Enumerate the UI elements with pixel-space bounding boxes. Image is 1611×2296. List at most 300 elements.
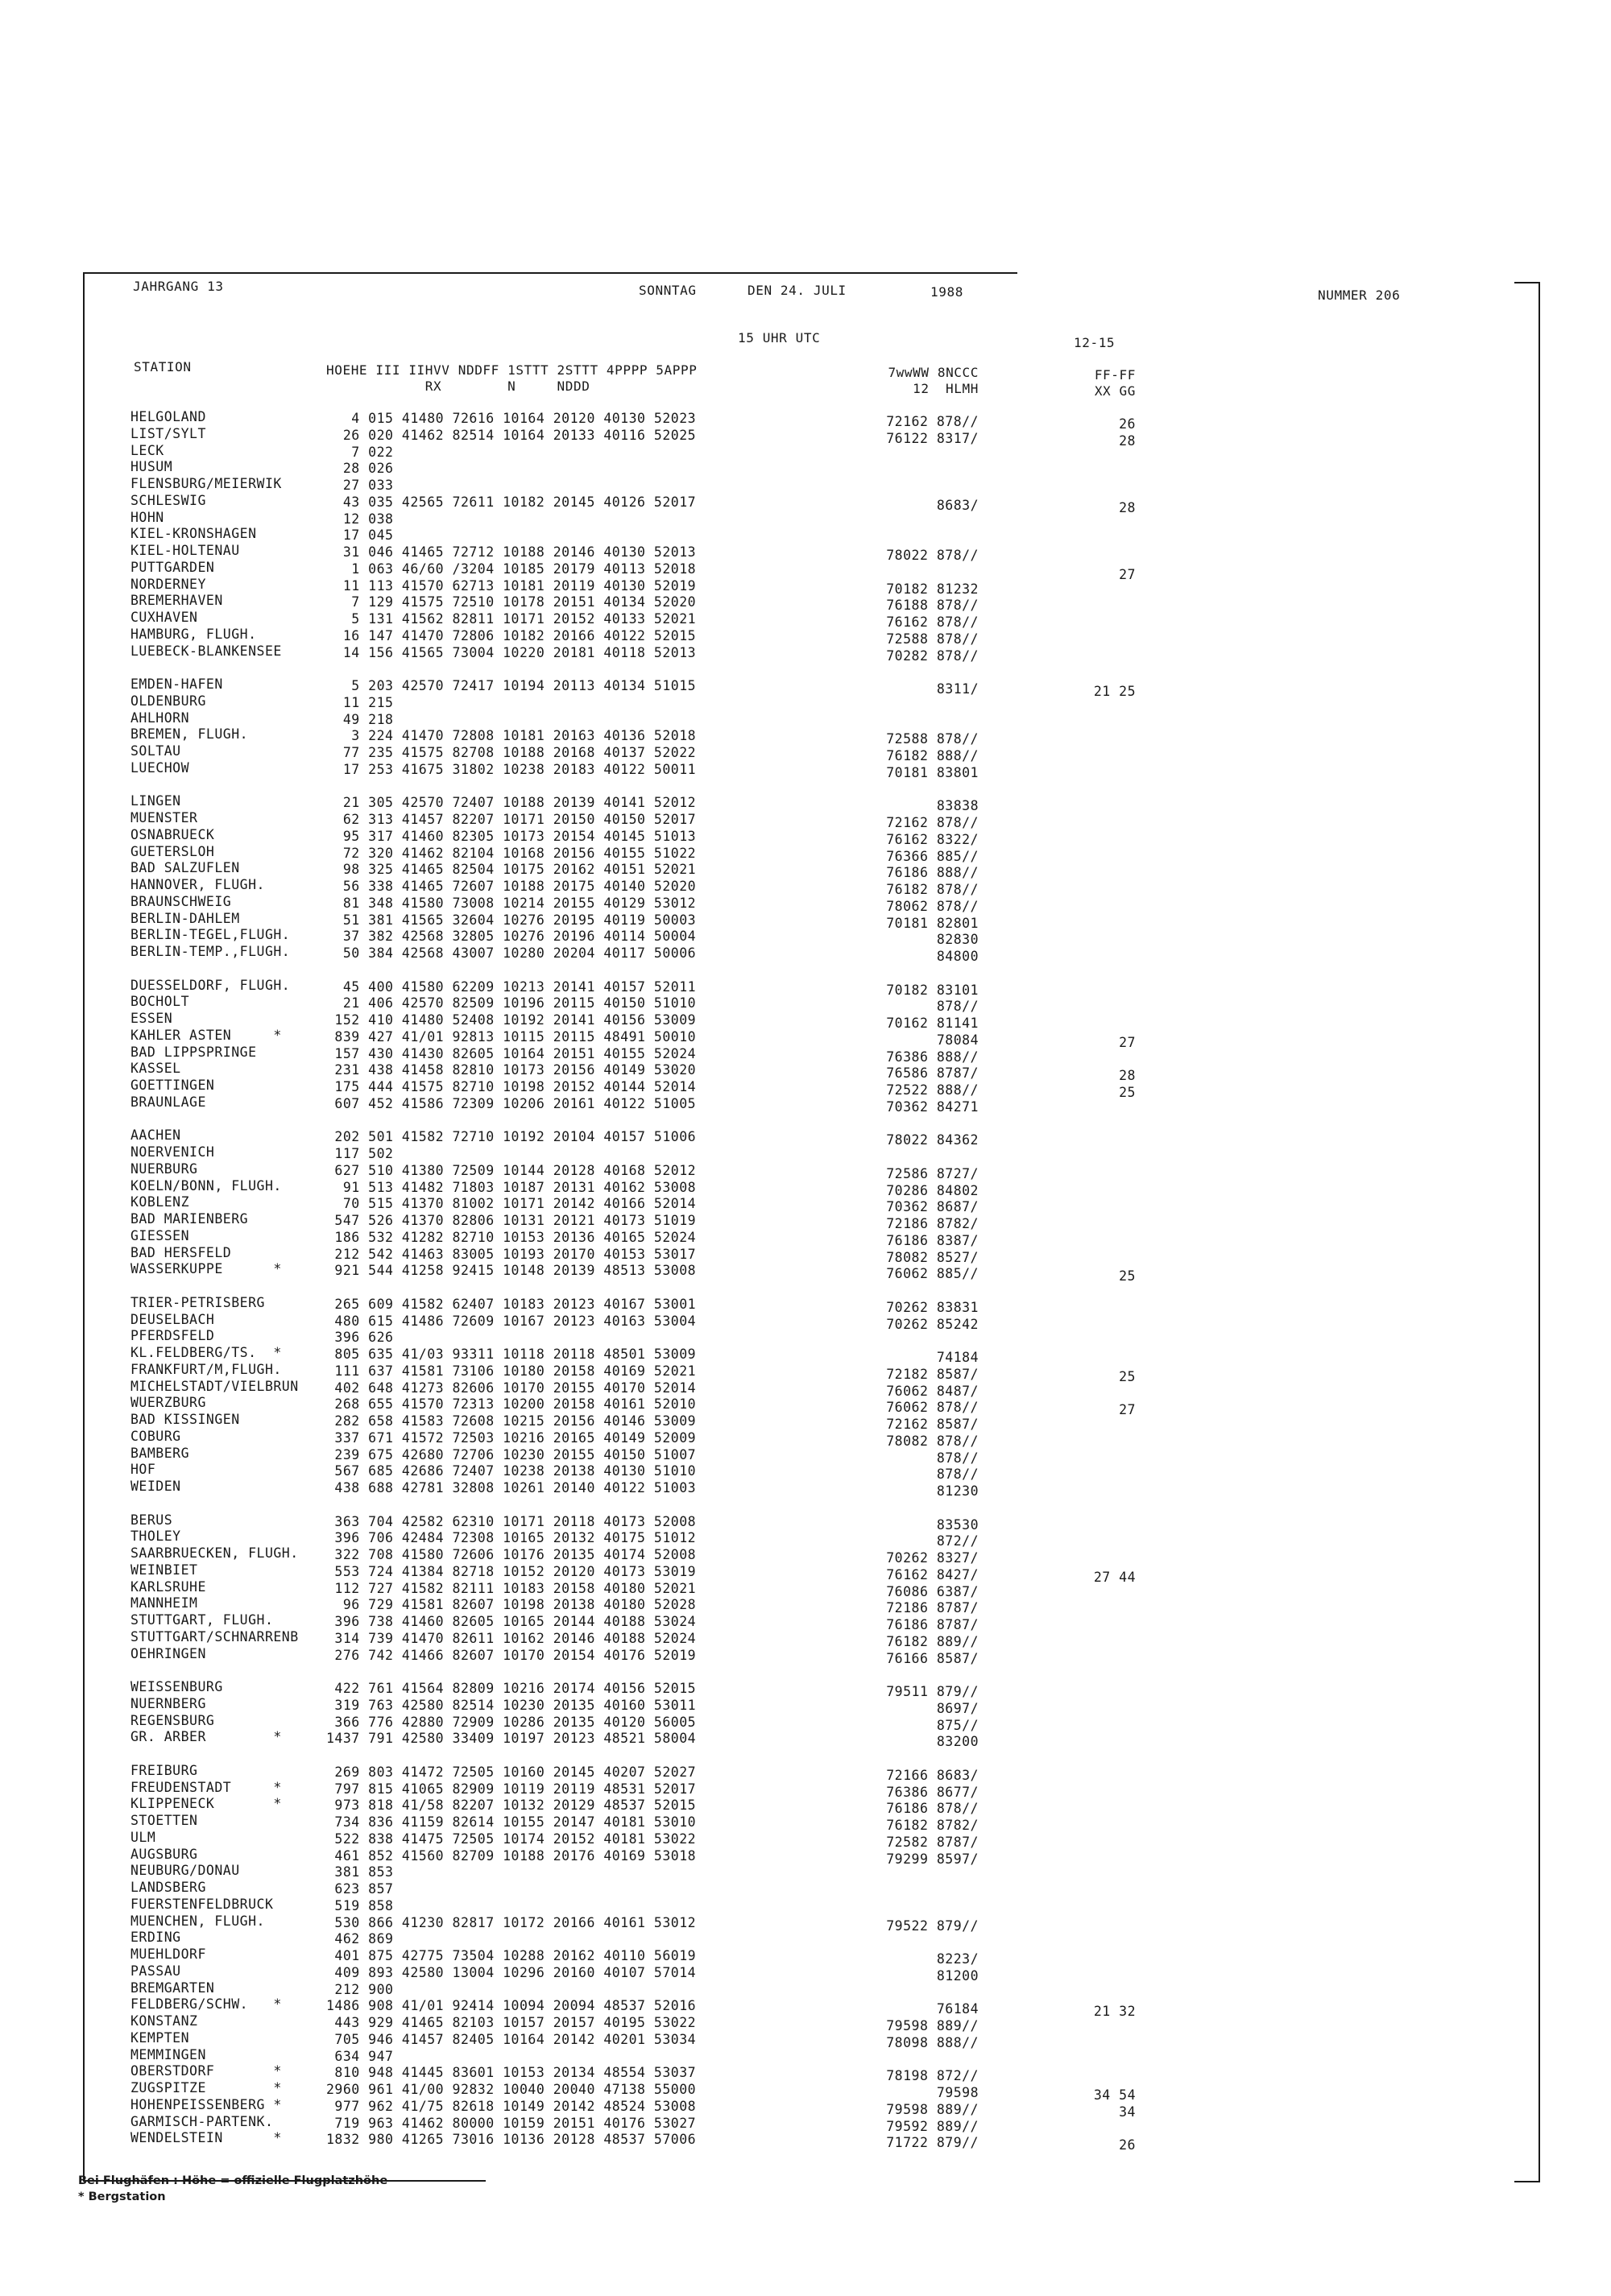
synop-values xyxy=(834,1149,979,1166)
synop-values: 76166 8587/ xyxy=(886,1650,979,1666)
synop-values: 81200 xyxy=(936,1967,979,1984)
synop-values: 79522 879// xyxy=(886,1917,979,1934)
station-name: KARLSRUHE xyxy=(130,1578,206,1595)
station-values: 480 615 41486 72609 10167 20123 40163 53004 xyxy=(326,1313,697,1329)
frame-right-rule xyxy=(1539,282,1540,2182)
synop-values: 78022 878// xyxy=(886,548,979,563)
station-name: MEMMINGEN xyxy=(130,2046,206,2062)
wind-gust-values: 27 44 xyxy=(1093,1569,1136,1585)
synop-column xyxy=(834,414,979,2152)
synop-values: 70181 83801 xyxy=(886,764,979,780)
wind-gust-values xyxy=(1071,1302,1136,1319)
station-name: THOLEY xyxy=(130,1529,181,1545)
wind-gust-values xyxy=(1071,1135,1136,1152)
synop-values: 76062 878// xyxy=(886,1400,979,1416)
station-values: 62 313 41457 82207 10171 20150 40150 52017 xyxy=(326,812,697,827)
station-values: 28 026 xyxy=(326,461,394,477)
synop-values: 76162 8322/ xyxy=(886,831,979,847)
wind-gust-values xyxy=(1071,1703,1136,1720)
station-values: 157 430 41430 82605 10164 20151 40155 52024 xyxy=(326,1045,697,1061)
year-label: 1988 xyxy=(930,284,963,300)
station-values: 363 704 42582 62310 10171 20118 40173 52008 xyxy=(326,1513,697,1529)
wind-gust-values xyxy=(1071,1904,1136,1921)
station-name: LECK xyxy=(130,442,164,458)
synop-values: 76086 6387/ xyxy=(886,1583,979,1599)
synop-values: 8683/ xyxy=(936,497,979,513)
station-name: WENDELSTEIN * xyxy=(130,2130,282,2146)
wind-gust-values xyxy=(1071,2021,1136,2037)
station-name: NUERBURG xyxy=(130,1160,198,1177)
synop-values: 8223/ xyxy=(936,1951,979,1967)
synop-header-line1: 7wwWW 8NCCC xyxy=(888,365,979,380)
synop-values: 8697/ xyxy=(936,1700,979,1716)
synop-values: 72582 8787/ xyxy=(886,1834,979,1850)
group-spacer xyxy=(130,777,324,794)
station-values: 319 763 42580 82514 10230 20135 40160 53011 xyxy=(326,1697,697,1713)
wind-gust-values xyxy=(1071,1319,1136,1336)
station-values: 268 655 41570 72313 10200 20158 40161 52010 xyxy=(326,1396,697,1413)
station-values: 37 382 42568 32805 10276 20196 40114 50004 xyxy=(326,929,697,945)
station-name: KAHLER ASTEN * xyxy=(130,1027,282,1043)
station-values: 396 626 xyxy=(326,1330,394,1346)
synop-values: 70262 8327/ xyxy=(886,1550,979,1566)
station-name: HOF xyxy=(130,1462,156,1478)
wind-gust-values xyxy=(1071,2121,1136,2138)
synop-values: 76186 878// xyxy=(886,1801,979,1817)
synop-values: 76186 8387/ xyxy=(886,1232,979,1248)
station-values: 56 338 41465 72607 10188 20175 40140 52020 xyxy=(326,879,697,894)
wind-gust-values xyxy=(1071,617,1136,634)
group-spacer xyxy=(1071,1669,1136,1686)
station-name: LUECHOW xyxy=(130,759,190,776)
station-values: 95 317 41460 82305 10173 20154 40145 51013 xyxy=(326,828,697,844)
station-name: WUERZBURG xyxy=(130,1395,206,1411)
station-values: 152 410 41480 52408 10192 20141 40156 53009 xyxy=(326,1012,697,1028)
synop-values: 72166 8683/ xyxy=(886,1767,979,1783)
station-values: 111 637 41581 73106 10180 20158 40169 52021 xyxy=(326,1363,697,1379)
synop-values xyxy=(834,1985,979,2002)
station-values: 977 962 41/75 82618 10149 20142 48524 53008 xyxy=(326,2098,697,2114)
group-spacer xyxy=(130,1496,324,1512)
station-values: 438 688 42781 32808 10261 20140 40122 51003 xyxy=(326,1480,697,1496)
station-values: 337 671 41572 72503 10216 20165 40149 52009 xyxy=(326,1429,697,1446)
synop-values xyxy=(834,2052,979,2069)
station-name: PASSAU xyxy=(130,1963,181,1979)
synop-values: 76586 8787/ xyxy=(886,1065,979,1082)
synop-values xyxy=(834,1868,979,1884)
wind-gust-values: 25 xyxy=(1119,1368,1136,1384)
station-name: OLDENBURG xyxy=(130,693,206,709)
wind-gust-values xyxy=(1071,1152,1136,1169)
station-name: KOBLENZ xyxy=(130,1194,190,1210)
station-name: AUGSBURG xyxy=(130,1846,198,1862)
wind-gust-values xyxy=(1071,884,1136,901)
station-values: 77 235 41575 82708 10188 20168 40137 52022 xyxy=(326,745,697,760)
synop-values: 78062 878// xyxy=(886,898,979,914)
group-spacer xyxy=(130,660,324,676)
synop-values xyxy=(834,698,979,715)
synop-header-line2: 12 HLMH xyxy=(913,381,979,396)
wind-gust-values xyxy=(1071,1536,1136,1553)
station-name: STOETTEN xyxy=(130,1813,198,1828)
station-values: 49 218 xyxy=(326,711,394,727)
station-name: BAMBERG xyxy=(130,1445,190,1461)
station-column xyxy=(130,409,324,2147)
station-name: HANNOVER, FLUGH. xyxy=(130,877,265,892)
synop-values: 76186 8787/ xyxy=(886,1617,979,1632)
group-spacer xyxy=(1071,1285,1136,1302)
group-spacer xyxy=(1071,1119,1136,1136)
synop-values: 79511 879// xyxy=(886,1684,979,1699)
wind-gust-values xyxy=(1071,1803,1136,1820)
synop-values: 76062 885// xyxy=(886,1266,979,1282)
wind-gust-values xyxy=(1071,1954,1136,1971)
wind-gust-values xyxy=(1071,1052,1136,1069)
group-spacer xyxy=(834,1500,979,1517)
wind-gust-values: 26 xyxy=(1119,2137,1136,2153)
wind-gust-values xyxy=(1071,450,1136,467)
station-name: BERLIN-DAHLEM xyxy=(130,910,240,926)
station-name: STUTTGART, FLUGH. xyxy=(130,1612,274,1628)
station-name: HAMBURG, FLUGH. xyxy=(130,626,257,642)
station-name: KLIPPENECK * xyxy=(130,1796,282,1812)
synop-values: 70362 8687/ xyxy=(886,1199,979,1215)
station-values: 202 501 41582 72710 10192 20104 40157 51006 xyxy=(326,1129,697,1145)
synop-values: 76366 885// xyxy=(886,848,979,864)
group-spacer xyxy=(834,1116,979,1133)
station-values: 797 815 41065 82909 10119 20119 48531 52017 xyxy=(326,1781,697,1797)
wind-gust-values xyxy=(1071,2054,1136,2071)
wind-gust-values xyxy=(1071,651,1136,668)
station-values: 623 857 xyxy=(326,1881,394,1897)
synop-values: 878// xyxy=(936,1450,979,1466)
synop-values: 76182 889// xyxy=(886,1633,979,1649)
station-values: 461 852 41560 82709 10188 20176 40169 53018 xyxy=(326,1847,697,1864)
station-values: 5 203 42570 72417 10194 20113 40134 51015 xyxy=(326,678,697,693)
station-name: HOHN xyxy=(130,509,164,525)
station-name: NORDERNEY xyxy=(130,576,206,592)
synop-values: 70182 81232 xyxy=(886,581,979,597)
station-name: AACHEN xyxy=(130,1127,181,1144)
station-values: 98 325 41465 82504 10175 20162 40151 52021 xyxy=(326,862,697,878)
station-values: 51 381 41565 32604 10276 20195 40119 50003 xyxy=(326,912,697,928)
synop-values: 79592 889// xyxy=(886,2118,979,2134)
values-column-header xyxy=(326,362,697,395)
station-values: 409 893 42580 13004 10296 20160 40107 57014 xyxy=(326,1964,697,1980)
station-values: 396 738 41460 82605 10165 20144 40188 53024 xyxy=(326,1614,697,1629)
wind-gust-values xyxy=(1071,1820,1136,1837)
station-name: REGENSBURG xyxy=(130,1712,215,1728)
station-values: 31 046 41465 72712 10188 20146 40130 52013 xyxy=(326,544,697,560)
wind-gust-values: 26 xyxy=(1119,416,1136,432)
station-values: 3 224 41470 72808 10181 20163 40136 52018 xyxy=(326,728,697,744)
station-values: 212 542 41463 83005 10193 20170 40153 53017 xyxy=(326,1246,697,1262)
station-values: 530 866 41230 82817 10172 20166 40161 53012 xyxy=(326,1914,697,1930)
wind-gust-values xyxy=(1071,1587,1136,1603)
station-values: 734 836 41159 82614 10155 20147 40181 53010 xyxy=(326,1814,697,1830)
group-spacer xyxy=(1071,1753,1136,1770)
station-name: SCHLESWIG xyxy=(130,492,206,508)
station-values: 547 526 41370 82806 10131 20121 40173 51019 xyxy=(326,1213,697,1228)
synop-values xyxy=(834,1333,979,1350)
wind-gust-values xyxy=(1071,584,1136,601)
wind-gust-values xyxy=(1071,1520,1136,1537)
wind-gust-values xyxy=(1071,2037,1136,2054)
station-name: BRAUNLAGE xyxy=(130,1094,206,1110)
frame-top-rule xyxy=(83,272,1017,274)
station-values: 11 113 41570 62713 10181 20119 40130 52019 xyxy=(326,577,697,594)
wind-gust-values xyxy=(1071,834,1136,851)
group-spacer xyxy=(834,1283,979,1300)
wind-gust-values xyxy=(1071,600,1136,617)
group-spacer xyxy=(1071,968,1136,985)
wind-gust-values xyxy=(1071,751,1136,767)
station-name: BERUS xyxy=(130,1512,173,1528)
station-name: BAD LIPPSPRINGE xyxy=(130,1044,257,1060)
station-name: OEHRINGEN xyxy=(130,1645,206,1661)
station-values: 322 708 41580 72606 10176 20135 40174 52008 xyxy=(326,1547,697,1562)
station-name: PUTTGARDEN xyxy=(130,559,215,575)
station-values: 422 761 41564 82809 10216 20174 40156 52015 xyxy=(326,1681,697,1696)
station-name: GR. ARBER * xyxy=(130,1729,282,1745)
station-name: WEIDEN xyxy=(130,1479,181,1494)
station-name: NEUBURG/DONAU xyxy=(130,1863,240,1879)
synop-values: 78022 84362 xyxy=(886,1132,979,1148)
station-name: BAD KISSINGEN xyxy=(130,1412,240,1427)
station-name: MUENCHEN, FLUGH. xyxy=(130,1913,265,1929)
synop-values: 72522 888// xyxy=(886,1082,979,1098)
synop-values: 78082 878// xyxy=(886,1433,979,1449)
synop-values: 76186 888// xyxy=(886,865,979,881)
group-spacer xyxy=(130,1278,324,1295)
station-values: 26 020 41462 82514 10164 20133 40116 52025 xyxy=(326,427,697,443)
station-name: FREIBURG xyxy=(130,1762,198,1778)
group-spacer xyxy=(1071,1503,1136,1520)
ff-header-line2: XX GG xyxy=(1094,383,1136,399)
station-values: 462 869 xyxy=(326,1931,394,1947)
station-name: CUXHAVEN xyxy=(130,610,198,625)
station-name: ULM xyxy=(130,1829,156,1845)
station-values: 175 444 41575 82710 10198 20152 40144 52014 xyxy=(326,1079,697,1094)
synop-values: 78084 xyxy=(936,1032,979,1048)
station-values: 627 510 41380 72509 10144 20128 40168 52012 xyxy=(326,1162,697,1178)
station-name: FLENSBURG/MEIERWIK xyxy=(130,476,282,491)
wind-gust-values: 25 xyxy=(1119,1085,1136,1100)
wind-gust-values: 27 xyxy=(1119,1034,1136,1050)
group-spacer xyxy=(834,782,979,799)
station-values: 705 946 41457 82405 10164 20142 40201 53034 xyxy=(326,2031,697,2047)
station-values: 70 515 41370 81002 10171 20142 40166 52014 xyxy=(326,1196,697,1212)
station-values: 973 818 41/58 82207 10132 20129 48537 52015 xyxy=(326,1797,697,1814)
station-name: HUSUM xyxy=(130,459,173,475)
wind-gust-values: 28 xyxy=(1119,432,1136,449)
wind-gust-values xyxy=(1071,767,1136,784)
wind-gust-values: 34 xyxy=(1119,2104,1136,2120)
station-values: 96 729 41581 82607 10198 20138 40180 52028 xyxy=(326,1597,697,1613)
station-values: 212 900 xyxy=(326,1981,394,1997)
station-values: 402 648 41273 82606 10170 20155 40170 52014 xyxy=(326,1380,697,1396)
station-values: 269 803 41472 72505 10160 20145 40207 52027 xyxy=(326,1764,697,1780)
station-name: WASSERKUPPE * xyxy=(130,1261,282,1277)
wind-gust-values xyxy=(1071,1335,1136,1352)
station-name: LINGEN xyxy=(130,793,181,809)
station-name: HOHENPEISSENBERG * xyxy=(130,2096,282,2112)
wind-gust-values xyxy=(1071,1386,1136,1403)
station-values: 276 742 41466 82607 10170 20154 40176 52019 xyxy=(326,1647,697,1663)
station-values: 231 438 41458 82810 10173 20156 40149 53020 xyxy=(326,1062,697,1078)
wind-gust-values xyxy=(1071,1837,1136,1854)
station-name: BREMERHAVEN xyxy=(130,593,223,609)
synop-values xyxy=(834,464,979,481)
station-name: LANDSBERG xyxy=(130,1880,206,1895)
synop-values: 70282 878// xyxy=(886,647,979,664)
wind-gust-values: 21 25 xyxy=(1093,684,1136,699)
synop-values: 76162 878// xyxy=(886,614,979,630)
wind-gust-values xyxy=(1071,1018,1136,1035)
wind-gust-values xyxy=(1071,1988,1136,2004)
wind-gust-values xyxy=(1071,918,1136,935)
station-name: ZUGSPITZE * xyxy=(130,2080,282,2095)
group-spacer xyxy=(130,961,324,978)
synop-values: 76386 8677/ xyxy=(886,1784,979,1800)
station-name: KOELN/BONN, FLUGH. xyxy=(130,1177,282,1194)
station-values: 7 129 41575 72510 10178 20151 40134 52020 xyxy=(326,594,697,610)
synop-values: 70262 83831 xyxy=(886,1299,979,1315)
wind-gust-values: 25 xyxy=(1119,1268,1136,1285)
group-spacer xyxy=(130,1662,324,1679)
synop-values: 79598 889// xyxy=(886,2101,979,2117)
synop-values: 74184 xyxy=(936,1350,979,1365)
wind-gust-values: 28 xyxy=(1119,499,1136,515)
synop-values: 76062 8487/ xyxy=(886,1383,979,1399)
synop-values: 70182 83101 xyxy=(886,982,979,998)
station-name: LIST/SYLT xyxy=(130,425,206,441)
station-values: 11 215 xyxy=(326,694,394,710)
wind-gust-values xyxy=(1071,800,1136,817)
station-values: 27 033 xyxy=(326,478,394,493)
synop-values xyxy=(834,1901,979,1918)
synop-values: 70181 82801 xyxy=(886,915,979,931)
synop-values: 76184 xyxy=(936,2001,979,2017)
station-name: TRIER-PETRISBERG xyxy=(130,1294,265,1310)
station-values: 839 427 41/01 92813 10115 20115 48491 50010 xyxy=(326,1028,697,1045)
wind-gust-values xyxy=(1071,550,1136,567)
wind-gust-values xyxy=(1071,1870,1136,1887)
station-name: HELGOLAND xyxy=(130,409,206,424)
ff-header-line1: FF-FF xyxy=(1094,367,1136,383)
station-values: 401 875 42775 73504 10288 20162 40110 56019 xyxy=(326,1948,697,1963)
wind-gust-values xyxy=(1071,517,1136,534)
station-name: FREUDENSTADT * xyxy=(130,1779,282,1795)
date-label: DEN 24. JULI xyxy=(748,283,847,298)
synop-column-header xyxy=(834,365,979,397)
station-values: 2960 961 41/00 92832 10040 20040 47138 55000 xyxy=(326,2082,697,2097)
station-values: 805 635 41/03 93311 10118 20118 48501 53009 xyxy=(326,1347,697,1362)
station-values: 21 406 42570 82509 10196 20115 40150 51010 xyxy=(326,995,697,1011)
synop-values: 83838 xyxy=(936,798,979,814)
synop-values: 79598 889// xyxy=(886,2018,979,2033)
station-values: 719 963 41462 80000 10159 20151 40176 53027 xyxy=(326,2115,697,2131)
wind-gust-values xyxy=(1071,851,1136,868)
wind-gust-values xyxy=(1071,1553,1136,1570)
synop-values: 76162 8427/ xyxy=(886,1566,979,1582)
wind-gust-values xyxy=(1071,817,1136,834)
station-values: 21 305 42570 72407 10188 20139 40141 52012 xyxy=(326,795,697,811)
observation-time: 15 UHR UTC xyxy=(738,330,821,345)
station-values: 117 502 xyxy=(326,1146,394,1161)
wind-gust-values xyxy=(1071,634,1136,651)
footnote-mountain-station: * Bergstation xyxy=(78,2191,166,2203)
wind-gust-values xyxy=(1071,1854,1136,1871)
station-values: 567 685 42686 72407 10238 20138 40130 51010 xyxy=(326,1463,697,1479)
synop-values: 81230 xyxy=(936,1483,979,1499)
wind-gust-values: 27 xyxy=(1119,566,1136,582)
wind-gust-values xyxy=(1071,1235,1136,1252)
synop-values: 70286 84802 xyxy=(886,1182,979,1198)
station-values: 186 532 41282 82710 10153 20136 40165 52024 xyxy=(326,1229,697,1245)
station-name: WEISSENBURG xyxy=(130,1679,223,1694)
values-header-line2: RX N NDDD xyxy=(326,379,590,394)
synop-values: 72586 8727/ xyxy=(886,1165,979,1181)
station-name: NOERVENICH xyxy=(130,1144,215,1160)
wind-gust-values: 34 54 xyxy=(1093,2087,1136,2103)
wind-gust-values xyxy=(1071,718,1136,734)
synop-values: 78098 888// xyxy=(886,2034,979,2050)
synop-values xyxy=(834,1884,979,1901)
wind-gust-values xyxy=(1071,1636,1136,1653)
values-header-line1: HOEHE III IIHVV NDDFF 1STTT 2STTT 4PPPP 5APPP xyxy=(326,362,698,378)
wind-gust-values xyxy=(1071,1453,1136,1470)
station-name: FUERSTENFELDBRUCK xyxy=(130,1896,274,1912)
station-name: BREMEN, FLUGH. xyxy=(130,726,249,743)
wind-gust-values xyxy=(1071,1102,1136,1119)
station-name: COBURG xyxy=(130,1428,181,1444)
station-name: KL.FELDBERG/TS. * xyxy=(130,1345,282,1360)
synop-values: 83530 xyxy=(936,1516,979,1533)
wind-gust-values xyxy=(1071,1971,1136,1988)
station-name: GUETERSLOH xyxy=(130,843,215,859)
wind-gust-values xyxy=(1071,1921,1136,1938)
wind-gust-values xyxy=(1071,1218,1136,1235)
station-name: SOLTAU xyxy=(130,743,181,759)
synop-values: 76386 888// xyxy=(886,1049,979,1065)
synop-values: 72186 8782/ xyxy=(886,1216,979,1231)
station-name: OSNABRUECK xyxy=(130,826,215,842)
station-name: GOETTINGEN xyxy=(130,1078,215,1093)
station-name: WEINBIET xyxy=(130,1562,198,1578)
station-values: 282 658 41583 72608 10215 20156 40146 53009 xyxy=(326,1413,697,1429)
synop-values: 8311/ xyxy=(936,681,979,697)
frame-left-rule xyxy=(83,272,85,2181)
station-values: 314 739 41470 82611 10162 20146 40188 52024 xyxy=(326,1630,697,1646)
station-values: 14 156 41565 73004 10220 20181 40118 52013 xyxy=(326,644,697,660)
synop-values xyxy=(834,565,979,581)
station-values: 366 776 42880 72909 10286 20135 40120 56005 xyxy=(326,1714,697,1730)
station-values: 810 948 41445 83601 10153 20134 48554 53037 xyxy=(326,2065,697,2081)
station-name: BRAUNSCHWEIG xyxy=(130,893,232,909)
synop-values: 70362 84271 xyxy=(886,1098,979,1115)
station-values: 522 838 41475 72505 10174 20152 40181 53022 xyxy=(326,1831,697,1847)
wind-gust-values xyxy=(1071,901,1136,918)
wind-gust-values xyxy=(1071,2071,1136,2087)
synop-values: 875// xyxy=(936,1717,979,1733)
group-spacer xyxy=(1071,667,1136,684)
jahrgang-label: JAHRGANG 13 xyxy=(133,279,224,294)
wind-gust-values: 27 xyxy=(1119,1402,1136,1418)
synop-values: 878// xyxy=(936,1467,979,1483)
station-values: 7 022 xyxy=(326,444,394,460)
issue-number: NUMMER 206 xyxy=(1318,288,1401,303)
